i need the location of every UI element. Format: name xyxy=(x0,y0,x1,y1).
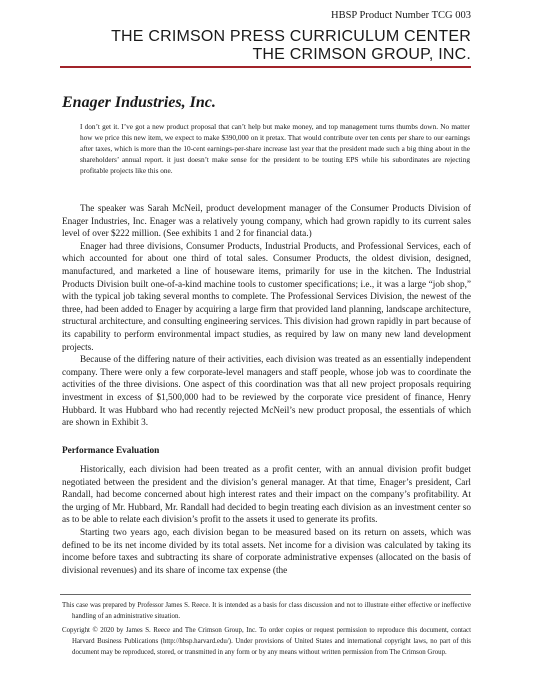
body-text xyxy=(62,203,471,430)
footer-copyright xyxy=(62,625,471,658)
header-rule xyxy=(60,66,471,68)
section-paragraph-2: Starting two years ago, each division began to be measured based on its return on assets, which was defined to be its net income divided by its total assets. Net income for a division was calculated by taking its income before taxes and subtracting its share of corporate administrative expenses (allocated on the basis of divisional revenues) and its share of income tax expense (the xyxy=(62,527,471,576)
case-title: Enager Industries, Inc. xyxy=(62,94,216,111)
section-paragraph-1: Historically, each division had been treated as a profit center, with an annual division profit budget negotiated between the president and the division’s general manager. At that time, Enager’s president, Carl Randall, had become concerned about high interest rates and their impact on the company’s profitability. At the urging of Mr. Hubbard, Mr. Randall had decided to begin treating each division as an investment center so as to be able to relate each division’s profit to the assets it used to generate its profits. xyxy=(62,465,471,526)
group-name: THE CRIMSON GROUP, INC. xyxy=(252,46,471,63)
product-number: HBSP Product Number TCG 003 xyxy=(330,10,471,21)
section-heading: Performance Evaluation xyxy=(62,446,160,456)
section-text xyxy=(62,464,471,577)
footer-note xyxy=(62,600,471,622)
footer-rule xyxy=(60,594,471,595)
footer-note-text: This case was prepared by Professor James S. Reece. It is intended as a basis for class discussion and not to illustrate either effective or ineffective handling of an administrative situation. xyxy=(62,602,471,620)
body-paragraph-1: The speaker was Sarah McNeil, product development manager of the Consumer Products Division of Enager Industries, Inc. Enager was a relatively young company, which had grown rapidly to its current sales level of over $222 million. (See exhibits 1 and 2 for financial data.) xyxy=(62,204,471,240)
opening-quote: I don’t get it. I’ve got a new product proposal that can’t help but make money, and top management turns thumbs down. No matter how we price this new item, we expect to make $390,000 on it pretax. That would contribute over ten cents per share to our earnings after taxes, which is more than the 10-cent earnings-per-share increase last year that the president made such a big thing about in the shareholders’ annual report. it just doesn’t make sense for the president to be touting EPS while his subordinates are rejecting profitable projects like this one. xyxy=(80,122,470,176)
footer-copyright-text: Copyright © 2020 by James S. Reece and The Crimson Group, Inc. To order copies or request permission to reproduce this document, contact Harvard Business Publications (http://hbsp.harvard.edu/). Under provisions of United States and international copyright laws, no part of this document may be reproduced, stored, or transmitted in any form or by any means without written permission from The Crimson Group. xyxy=(62,627,471,656)
body-paragraph-2: Enager had three divisions, Consumer Products, Industrial Products, and Professional Services, each of which accounted for about one third of total sales. Consumer Products, the oldest division, designed, manufactured, and marketed a line of houseware items, primarily for use in the kitchen. The Industrial Products Division built one-of-a-kind machine tools to customer specifications; i.e., it was a large “job shop,” with the typical job taking several months to complete. The Professional Services Division, the newest of the three, had been added to Enager by acquiring a large firm that provided land planning, landscape architecture, structural architecture, and consulting engineering services. This division had grown rapidly in part because of its capability to perform environmental impact studies, as required by law on many new land development projects. xyxy=(62,241,471,353)
center-name: THE CRIMSON PRESS CURRICULUM CENTER xyxy=(111,28,471,45)
body-paragraph-3: Because of the differing nature of their activities, each division was treated as an essentially independent company. There were only a few corporate-level managers and staff people, whose job was to coordinate the activities of the three divisions. One aspect of this coordination was that all new project proposals requiring investment in excess of $1,500,000 had to be reviewed by the corporate vice president of finance, Henry Hubbard. It was Hubbard who had recently rejected McNeil’s new product proposal, the essentials of which are shown in Exhibit 3. xyxy=(62,355,471,429)
